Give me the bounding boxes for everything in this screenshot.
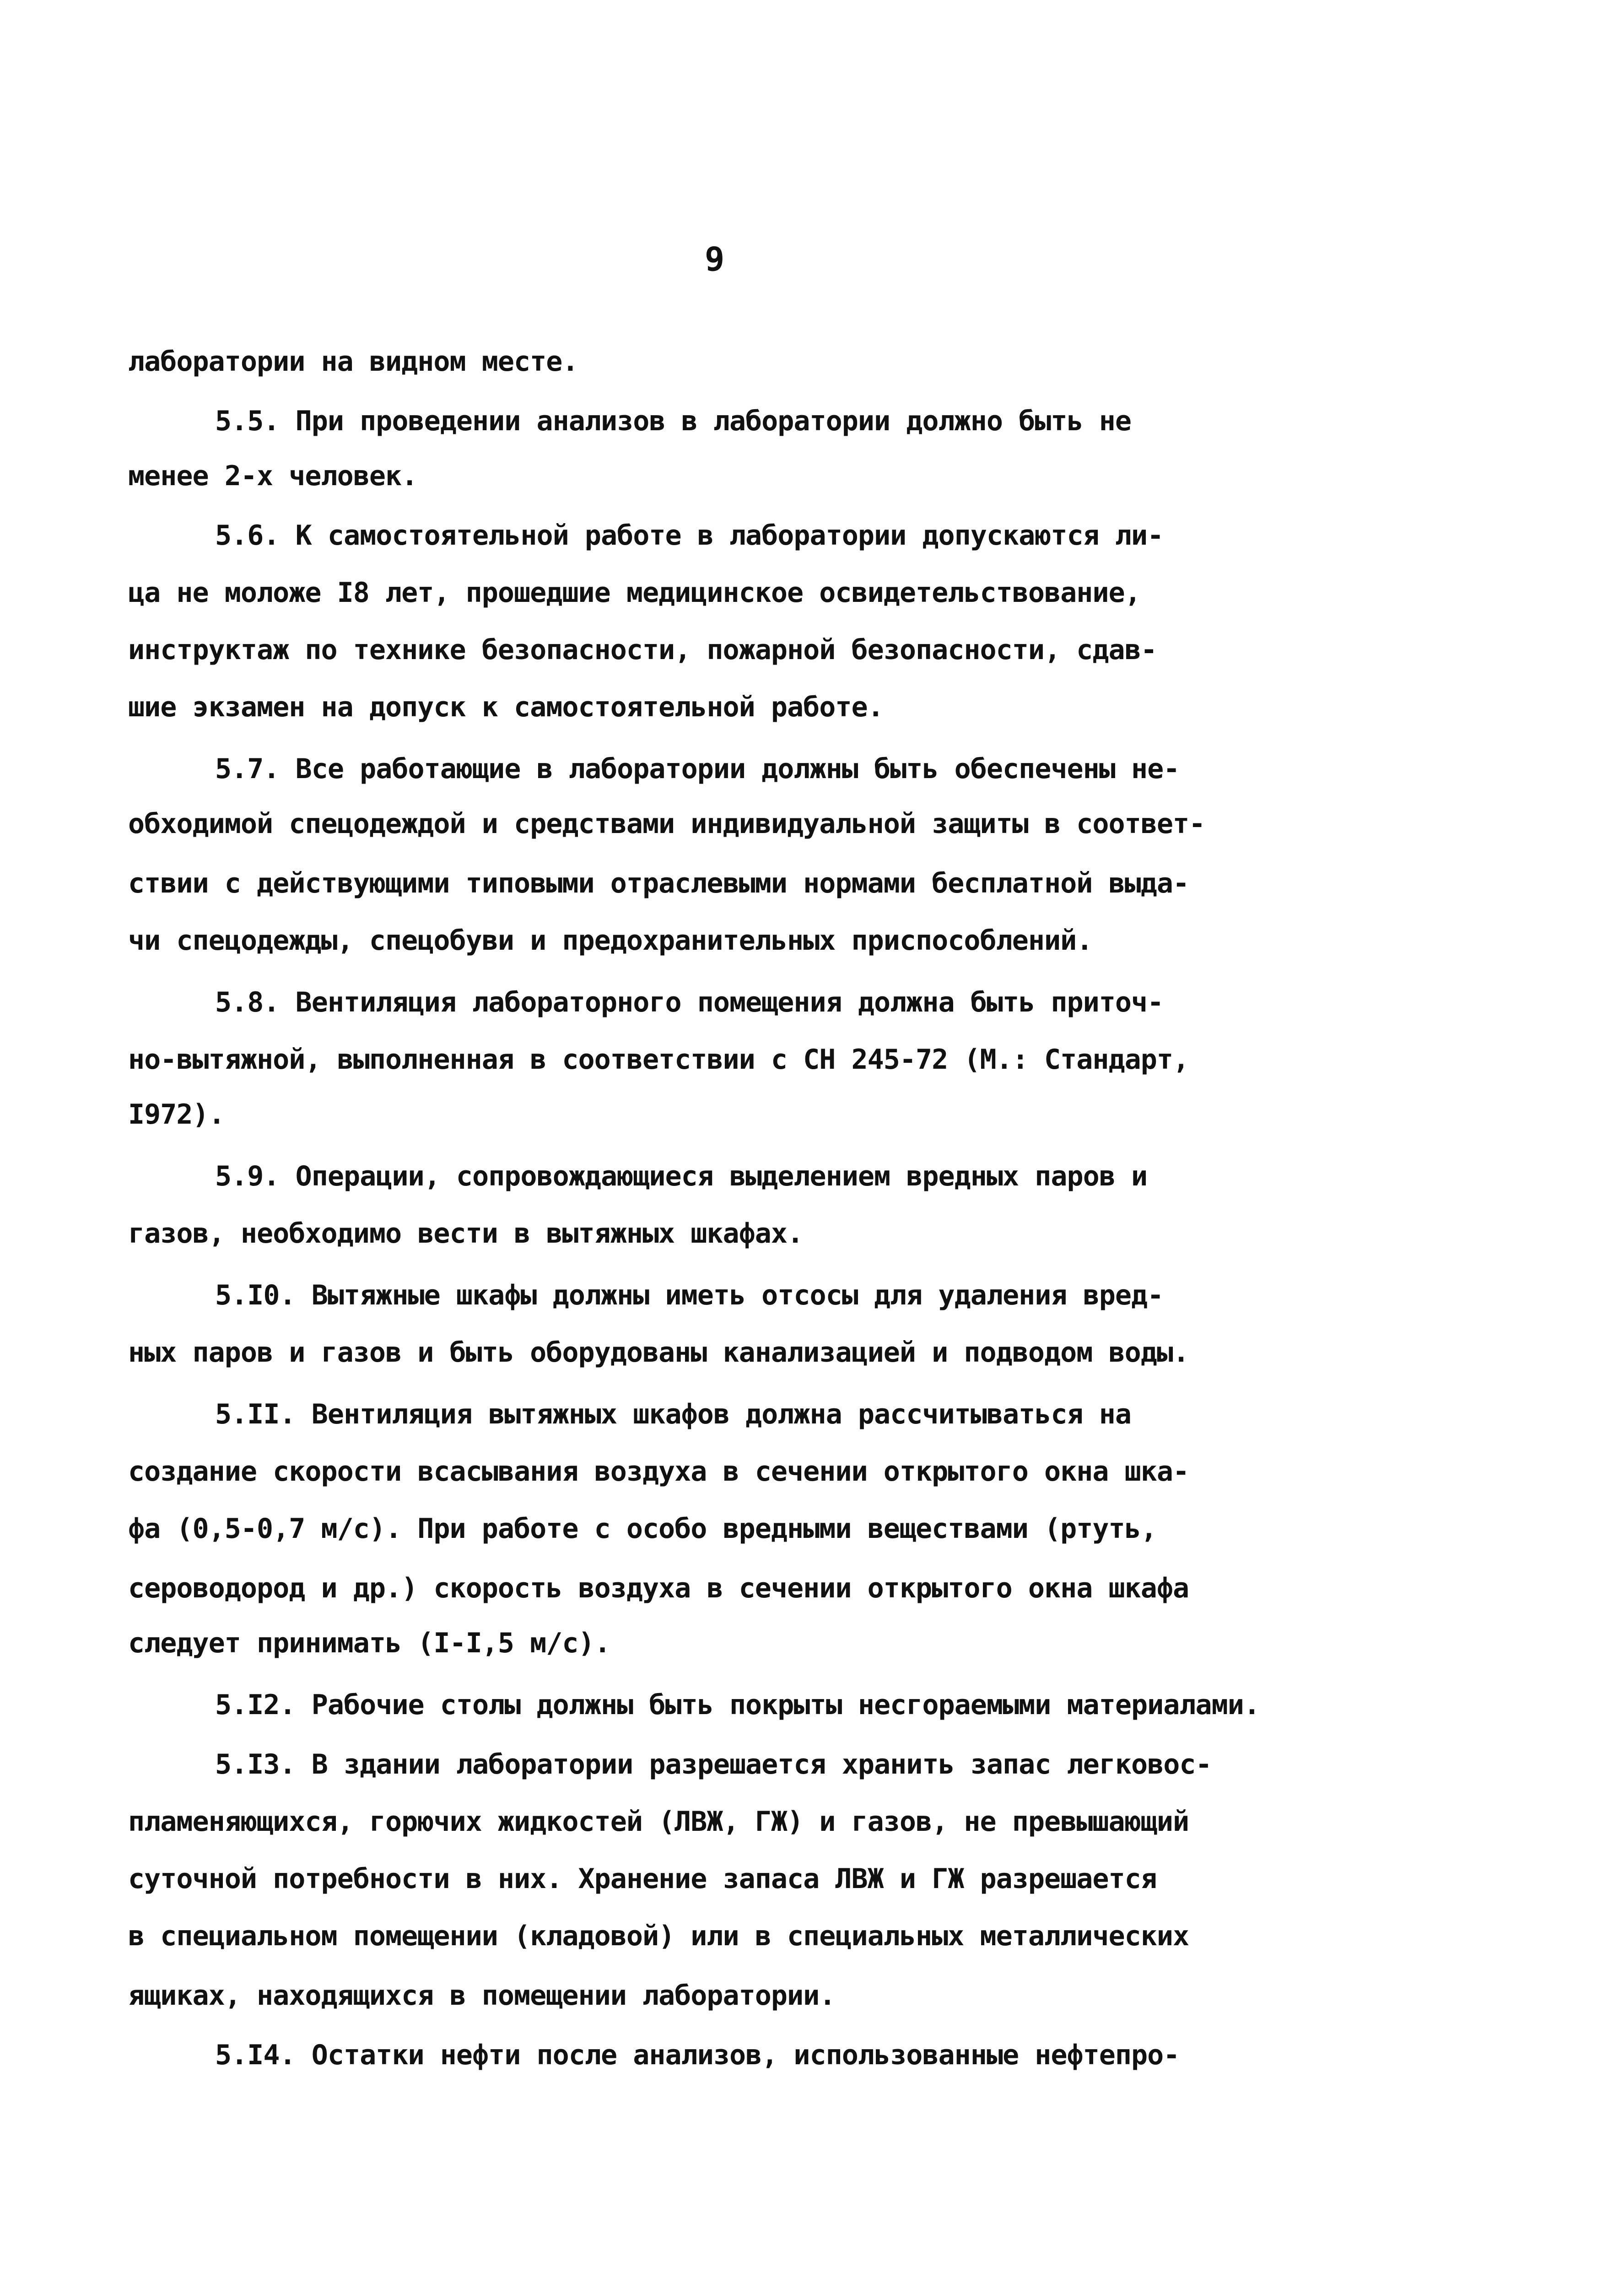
- text-line: ца не моложе I8 лет, прошедшие медицинское освидетельствование,: [128, 577, 1141, 609]
- text-line: но-вытяжной, выполненная в соответствии с СН 245-72 (М.: Стандарт,: [128, 1044, 1189, 1076]
- text-line: 5.8. Вентиляция лабораторного помещения должна быть приточ-: [215, 986, 1164, 1018]
- text-line: 5.I2. Рабочие столы должны быть покрыты несгораемыми материалами.: [215, 1689, 1260, 1721]
- text-line: ящиках, находящихся в помещении лаборатории.: [128, 1980, 836, 2012]
- text-line: 5.II. Вентиляция вытяжных шкафов должна рассчитываться на: [215, 1398, 1132, 1430]
- text-line: суточной потребности в них. Хранение запаса ЛВЖ и ГЖ разрешается: [128, 1863, 1157, 1895]
- page-number: 9: [705, 240, 725, 278]
- text-line: ствии с действующими типовыми отраслевыми нормами бесплатной выда-: [128, 867, 1189, 899]
- text-line: газов, необходимо вести в вытяжных шкафах.: [128, 1217, 804, 1250]
- text-line: 5.9. Операции, сопровождающиеся выделением вредных паров и: [215, 1160, 1148, 1192]
- text-line: 5.7. Все работающие в лаборатории должны быть обеспечены не-: [215, 753, 1180, 785]
- text-line: 5.I3. В здании лаборатории разрешается хранить запас легковос-: [215, 1748, 1212, 1780]
- text-line: 5.I4. Остатки нефти после анализов, использованные нефтепро-: [215, 2039, 1180, 2071]
- text-line: инструктаж по технике безопасности, пожарной безопасности, сдав-: [128, 634, 1157, 666]
- text-line: сероводород и др.) скорость воздуха в сечении открытого окна шкафа: [128, 1572, 1189, 1604]
- text-line: пламеняющихся, горючих жидкостей (ЛВЖ, ГЖ) и газов, не превышающий: [128, 1806, 1189, 1838]
- text-line: шие экзамен на допуск к самостоятельной работе.: [128, 691, 884, 723]
- text-line: чи спецодежды, спецобуви и предохранительных приспособлений.: [128, 925, 1093, 957]
- text-line: фа (0,5-0,7 м/с). При работе с особо вредными веществами (ртуть,: [128, 1513, 1157, 1545]
- text-line: 5.I0. Вытяжные шкафы должны иметь отсосы для удаления вред-: [215, 1279, 1164, 1311]
- text-line: I972).: [128, 1098, 225, 1131]
- text-line: лаборатории на видном месте.: [128, 346, 578, 378]
- text-line: в специальном помещении (кладовой) или в специальных металлических: [128, 1920, 1189, 1952]
- text-line: 5.5. При проведении анализов в лаборатории должно быть не: [215, 405, 1132, 437]
- text-line: следует принимать (I-I,5 м/с).: [128, 1627, 610, 1659]
- text-line: ных паров и газов и быть оборудованы канализацией и подводом воды.: [128, 1336, 1189, 1369]
- text-line: обходимой спецодеждой и средствами индивидуальной защиты в соответ-: [128, 808, 1205, 840]
- text-line: создание скорости всасывания воздуха в сечении открытого окна шка-: [128, 1456, 1189, 1488]
- text-line: менее 2-х человек.: [128, 460, 418, 492]
- text-line: 5.6. К самостоятельной работе в лаборатории допускаются ли-: [215, 519, 1164, 552]
